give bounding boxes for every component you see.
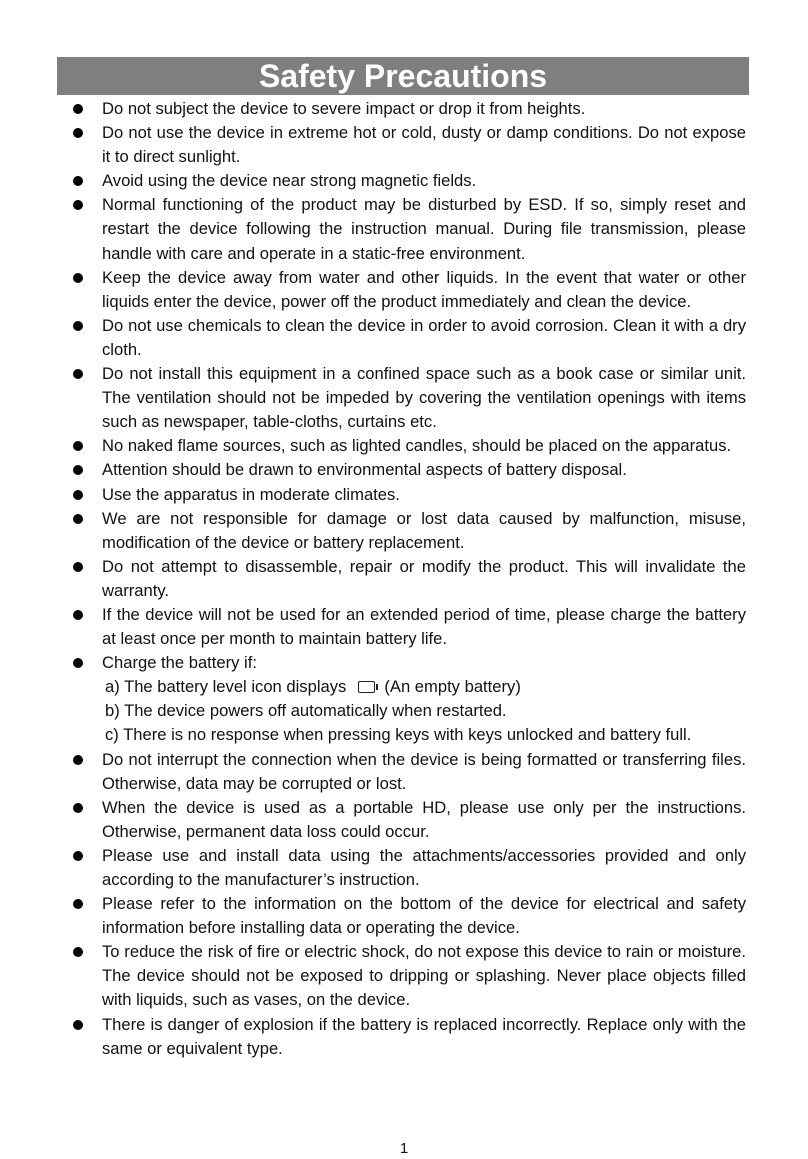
list-item <box>68 434 746 458</box>
list-item-text: Normal functioning of the product may be disturbed by ESD. If so, simply reset and restart the device following the instruction manual. During file transmission, please handle with care and operate in a static-free environment. <box>102 195 746 263</box>
bullet-icon <box>73 851 83 861</box>
list-item-text: Do not install this equipment in a confined space such as a book case or similar unit. The ventilation should not be impeded by covering the ventilation openings with items such as newspaper, table-cloths, curtains etc. <box>102 364 746 432</box>
list-item-text: To reduce the risk of fire or electric shock, do not expose this device to rain or moisture. The device should not be exposed to dripping or splashing. Never place objects filled with liquids, such as vases, on the device. <box>102 942 746 1010</box>
bullet-icon <box>73 803 83 813</box>
list-item-text: If the device will not be used for an extended period of time, please charge the battery at least once per month to maintain battery life. <box>102 604 746 649</box>
list-item-text: Attention should be drawn to environmental aspects of battery disposal. <box>102 460 627 480</box>
bullet-icon <box>73 1020 83 1030</box>
bullet-icon <box>73 514 83 524</box>
bullet-icon <box>73 562 83 572</box>
list-item <box>68 483 746 507</box>
list-item <box>68 266 746 314</box>
bullet-icon <box>73 490 83 500</box>
bullet-icon <box>73 441 83 451</box>
charge-condition-b: b) The device powers off automatically when restarted. <box>105 701 507 721</box>
bullet-icon <box>73 273 83 283</box>
charge-label: Charge the battery if: <box>102 653 257 673</box>
list-item-text: We are not responsible for damage or lost data caused by malfunction, misuse, modification of the device or battery replacement. <box>102 508 746 552</box>
bullet-icon <box>73 321 83 331</box>
charge-item <box>68 651 746 747</box>
list-item <box>68 940 746 1012</box>
list-item-text: There is danger of explosion if the battery is replaced incorrectly. Replace only with the same or equivalent type. <box>102 1014 746 1058</box>
charge-condition-c: c) There is no response when pressing keys with keys unlocked and battery full. <box>105 725 692 745</box>
list-item-text: Keep the device away from water and other liquids. In the event that water or other liquids enter the device, power off the product immediately and clean the device. <box>102 267 746 311</box>
list-item-text: Please use and install data using the attachments/accessories provided and only according to the manufacturer’s instruction. <box>102 845 746 889</box>
list-item-text: Use the apparatus in moderate climates. <box>102 484 400 504</box>
safety-list <box>68 97 746 1061</box>
list-item-text: Please refer to the information on the bottom of the device for electrical and safety information before installing data or operating the device. <box>102 894 746 938</box>
list-item <box>68 121 746 169</box>
list-item <box>68 844 746 892</box>
bullet-icon <box>73 104 83 114</box>
list-item-text: Do not interrupt the connection when the device is being formatted or transferring files. Otherwise, data may be corrupted or lost. <box>102 749 746 793</box>
bullet-icon <box>73 947 83 957</box>
charge-condition-a-suffix: (An empty battery) <box>384 677 521 697</box>
bullet-icon <box>73 200 83 210</box>
bullet-icon <box>73 128 83 138</box>
empty-battery-icon <box>358 681 375 693</box>
list-item <box>68 97 746 121</box>
list-item-text: Avoid using the device near strong magnetic fields. <box>102 171 477 191</box>
list-item <box>68 507 746 555</box>
bullet-icon <box>73 658 83 668</box>
list-item <box>68 193 746 265</box>
list-item-text: Do not subject the device to severe impact or drop it from heights. <box>102 99 586 118</box>
page-title: Safety Precautions <box>258 58 548 94</box>
bullet-icon <box>73 176 83 186</box>
charge-condition-a-prefix: a) The battery level icon displays <box>105 677 347 697</box>
bullet-icon <box>73 899 83 909</box>
bullet-icon <box>73 755 83 765</box>
list-item <box>68 555 746 603</box>
charge-condition-a <box>102 675 746 699</box>
list-item <box>68 458 746 482</box>
list-item-text: When the device is used as a portable HD, please use only per the instructions. Otherwise, permanent data loss could occur. <box>102 797 746 841</box>
title-bar <box>57 57 749 95</box>
list-item-text: Do not use chemicals to clean the device in order to avoid corrosion. Clean it with a dry cloth. <box>102 315 746 359</box>
bullet-icon <box>73 369 83 379</box>
list-item-text: Do not attempt to disassemble, repair or modify the product. This will invalidate the warranty. <box>102 556 746 600</box>
list-item <box>68 892 746 940</box>
list-item-text: No naked flame sources, such as lighted candles, should be placed on the apparatus. <box>102 436 732 456</box>
bullet-icon <box>73 465 83 475</box>
list-item <box>68 362 746 434</box>
list-item <box>68 796 746 844</box>
list-item <box>68 314 746 362</box>
page-number: 1 <box>399 1140 409 1157</box>
list-item-text: Do not use the device in extreme hot or cold, dusty or damp conditions. Do not expose it to direct sunlight. <box>102 123 746 167</box>
bullet-icon <box>73 610 83 620</box>
list-item <box>68 748 746 796</box>
list-item <box>68 1013 746 1061</box>
list-item <box>68 169 746 193</box>
list-item <box>68 603 746 651</box>
